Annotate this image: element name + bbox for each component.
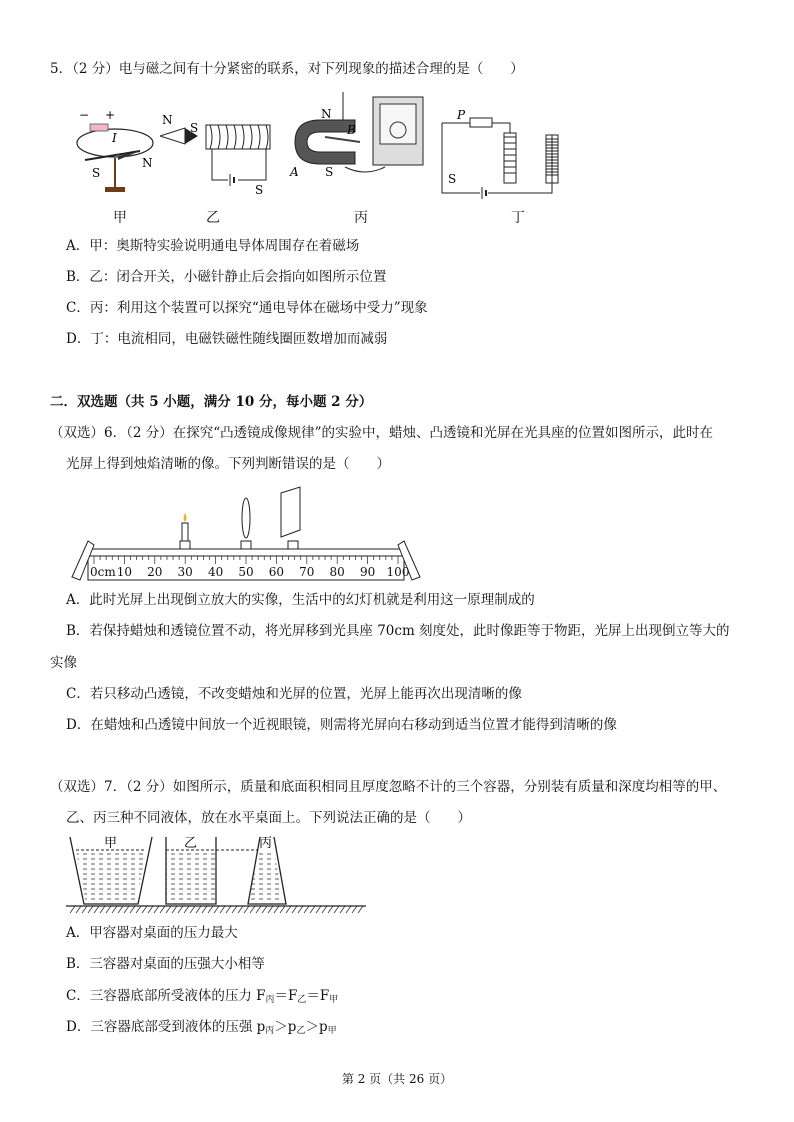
q7-option-a: A．甲容器对桌面的压力最大 bbox=[66, 925, 238, 941]
table-hatch-line bbox=[76, 906, 81, 913]
table-hatch-line bbox=[106, 906, 111, 913]
q7-option-c: C．三容器底部所受液体的压力 $F_丙=F_乙=F_甲$ bbox=[66, 988, 339, 1005]
container-label-jia: 甲 bbox=[104, 836, 118, 851]
q5-option-d: D．丁：电流相同，电磁铁磁性随线圈匝数增加而减弱 bbox=[66, 331, 388, 347]
table-hatch-line bbox=[310, 906, 315, 913]
q6-option-a: A．此时光屏上出现倒立放大的实像，生活中的幻灯机就是利用这一原理制成的 bbox=[66, 592, 535, 608]
figure-optical-bench bbox=[66, 485, 426, 585]
table-hatch-line bbox=[304, 906, 309, 913]
table-hatch-line bbox=[160, 906, 165, 913]
ruler-label: 100 bbox=[386, 565, 410, 579]
oersted-n-label: N bbox=[142, 156, 153, 170]
table-hatch-line bbox=[232, 906, 237, 913]
figure-oersted bbox=[70, 105, 160, 200]
table-hatch-line bbox=[274, 906, 279, 913]
table-hatch-line bbox=[130, 906, 135, 913]
table-hatch-line bbox=[214, 906, 219, 913]
figure-solenoid bbox=[160, 112, 280, 197]
table-hatch-line bbox=[112, 906, 117, 913]
table-hatch-line bbox=[154, 906, 159, 913]
ruler-label: 40 bbox=[207, 565, 224, 579]
table-hatch-line bbox=[316, 906, 321, 913]
ruler-label: 60 bbox=[268, 565, 285, 579]
table-hatch-line bbox=[340, 906, 345, 913]
q6-option-c: C．若只移动凸透镜，不改变蜡烛和光屏的位置，光屏上能再次出现清晰的像 bbox=[66, 686, 522, 702]
table-hatch-line bbox=[88, 906, 93, 913]
table-hatch-line bbox=[292, 906, 297, 913]
switch-s-label: S bbox=[448, 172, 457, 186]
table-hatch-line bbox=[346, 906, 351, 913]
oersted-minus-label: − bbox=[79, 108, 90, 122]
table-hatch-line bbox=[238, 906, 243, 913]
q5-option-b: B．乙：闭合开关，小磁针静止后会指向如图所示位置 bbox=[66, 269, 387, 285]
q5-stem: 5．（2 分）电与磁之间有十分紧密的联系，对下列现象的描述合理的是（ ） bbox=[50, 61, 524, 77]
oersted-s-label: S bbox=[92, 166, 101, 180]
magnet-s-label: S bbox=[325, 165, 334, 179]
q7-option-b: B．三容器对桌面的压强大小相等 bbox=[66, 956, 265, 972]
oersted-plus-label: + bbox=[105, 108, 116, 122]
table-hatch-line bbox=[136, 906, 141, 913]
caption-yi: 乙 bbox=[206, 210, 220, 226]
table-hatch-line bbox=[94, 906, 99, 913]
ruler-label: 30 bbox=[177, 565, 193, 579]
figure-containers bbox=[66, 832, 366, 914]
q6-option-d: D．在蜡烛和凸透镜中间放一个近视眼镜，则需将光屏向右移动到适当位置才能得到清晰的像 bbox=[66, 717, 617, 733]
ruler-label: 70 bbox=[299, 565, 315, 579]
q6-option-b-cont: 实像 bbox=[50, 655, 77, 671]
table-hatch-line bbox=[124, 906, 129, 913]
q6-stem-line1: （双选）6．（2 分）在探究“凸透镜成像规律”的实验中，蜡烛、凸透镜和光屏在光具座的位置如图所示，此时在 bbox=[50, 425, 714, 441]
solenoid-needle-s-label: S bbox=[190, 121, 199, 135]
ruler-label: 10 bbox=[116, 565, 133, 579]
figure-electromagnets bbox=[440, 105, 570, 200]
solenoid-needle-n-label: N bbox=[162, 113, 173, 127]
caption-ding: 丁 bbox=[511, 210, 525, 226]
table-hatch-line bbox=[358, 906, 363, 913]
q7-stem-line2: 乙、丙三种不同液体，放在水平桌面上。下列说法正确的是（ ） bbox=[66, 810, 471, 826]
table-hatch-line bbox=[184, 906, 189, 913]
table-hatch-line bbox=[244, 906, 249, 913]
ruler-label: 50 bbox=[238, 565, 254, 579]
table-hatch-line bbox=[328, 906, 333, 913]
table-hatch-line bbox=[196, 906, 201, 913]
ruler-label: 90 bbox=[359, 565, 376, 579]
table-hatch-line bbox=[178, 906, 183, 913]
table-hatch-line bbox=[322, 906, 327, 913]
table-hatch-line bbox=[256, 906, 261, 913]
table-hatch-line bbox=[166, 906, 171, 913]
ruler-label: 20 bbox=[147, 565, 163, 579]
table-hatch-line bbox=[226, 906, 231, 913]
table-hatch-line bbox=[190, 906, 195, 913]
q6-stem-line2: 光屏上得到烛焰清晰的像。下列判断错误的是（ ） bbox=[66, 456, 390, 472]
table-hatch-line bbox=[118, 906, 123, 913]
table-hatch-line bbox=[82, 906, 87, 913]
q7-option-d: D．三容器底部受到液体的压强 $p_丙>p_乙>p_甲$ bbox=[66, 1019, 337, 1036]
table-hatch-line bbox=[100, 906, 105, 913]
table-hatch-line bbox=[148, 906, 153, 913]
table-hatch-line bbox=[202, 906, 207, 913]
caption-bing: 丙 bbox=[354, 210, 368, 226]
table-hatch-line bbox=[70, 906, 75, 913]
table-hatch-line bbox=[334, 906, 339, 913]
table-hatch-line bbox=[208, 906, 213, 913]
table-hatch-line bbox=[262, 906, 267, 913]
magnet-n-label: N bbox=[321, 107, 332, 121]
q5-option-a: A．甲：奥斯特实验说明通电导体周围存在着磁场 bbox=[66, 238, 360, 254]
table-hatch-line bbox=[298, 906, 303, 913]
table-hatch-line bbox=[286, 906, 291, 913]
table-hatch-line bbox=[280, 906, 285, 913]
ruler-label: 80 bbox=[329, 565, 345, 579]
q6-option-b: B．若保持蜡烛和透镜位置不动，将光屏移到光具座 70cm 刻度处，此时像距等于物距，光屏上出现倒立等大的 bbox=[66, 623, 730, 639]
container-label-yi: 乙 bbox=[184, 836, 198, 851]
ruler-label: 0cm bbox=[90, 565, 116, 579]
point-a-label: A bbox=[290, 165, 299, 179]
point-b-label: B bbox=[347, 123, 356, 137]
table-hatch-line bbox=[352, 906, 357, 913]
table-hatch-line bbox=[250, 906, 255, 913]
section-title: 二．双选题（共 5 小题，满分 10 分，每小题 2 分） bbox=[50, 394, 373, 410]
table-hatch-line bbox=[268, 906, 273, 913]
q5-option-c: C．丙：利用这个装置可以探究“通电导体在磁场中受力”现象 bbox=[66, 300, 428, 316]
caption-jia: 甲 bbox=[113, 210, 127, 226]
container-label-bing: 丙 bbox=[259, 836, 273, 851]
rheostat-p-label: P bbox=[457, 108, 466, 122]
solenoid-switch-label: S bbox=[255, 183, 264, 197]
table-hatch-line bbox=[142, 906, 147, 913]
q7-stem-line1: （双选）7．（2 分）如图所示，质量和底面积相同且厚度忽略不计的三个容器，分别装有质量和深度均相等的甲、 bbox=[50, 779, 727, 795]
table-hatch-line bbox=[172, 906, 177, 913]
table-hatch-line bbox=[220, 906, 225, 913]
oersted-current-label: I bbox=[112, 131, 117, 145]
figure-induction bbox=[285, 92, 425, 202]
page-footer: 第 2 页（共 26 页） bbox=[341, 1072, 453, 1086]
